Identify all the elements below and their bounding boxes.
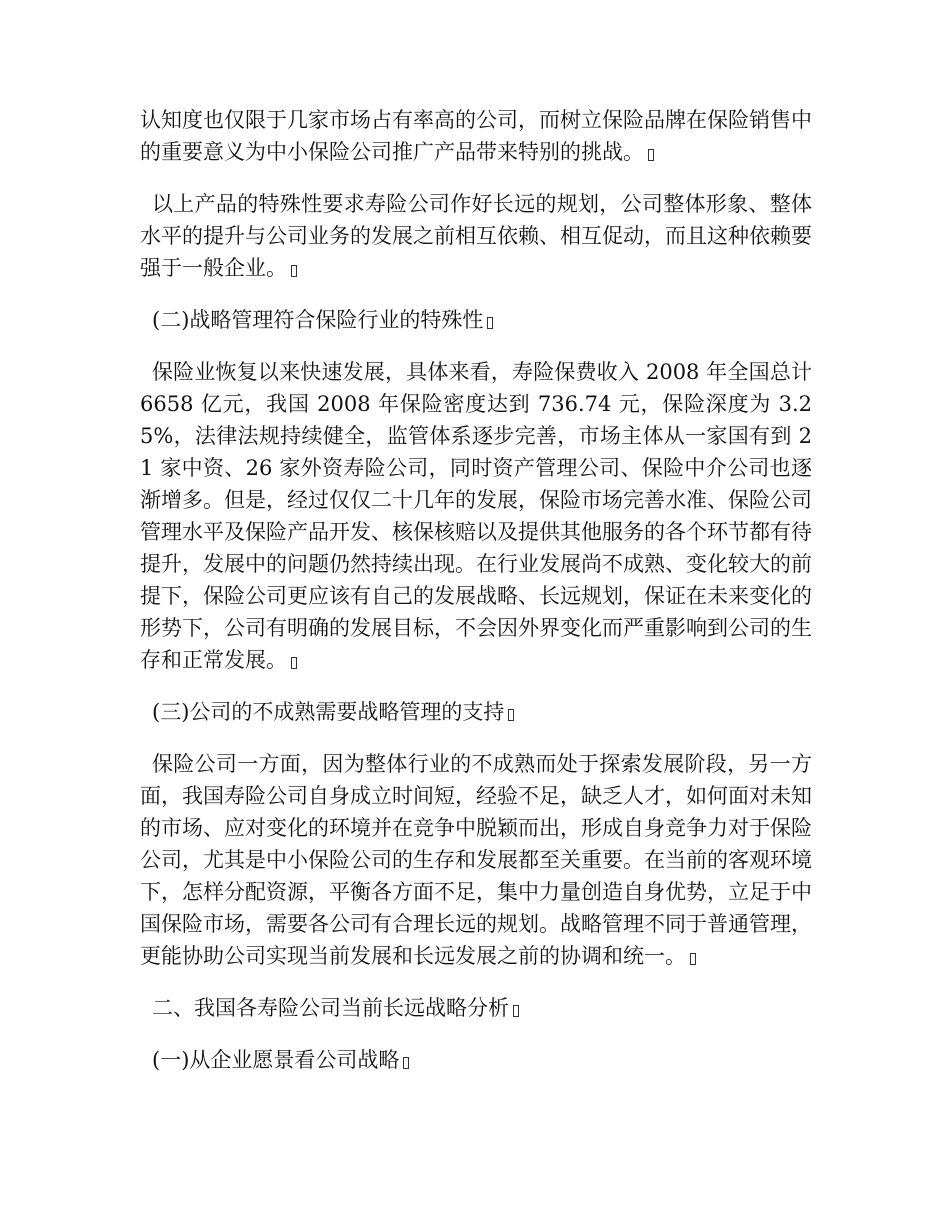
heading-text: (二)战略管理符合保险行业的特殊性	[152, 308, 484, 332]
paragraph-mark-icon	[487, 317, 493, 329]
heading-text: 二、我国各寿险公司当前长远战略分析	[152, 996, 509, 1020]
section-heading-3	[140, 696, 812, 728]
heading-text: (一)从企业愿景看公司战略	[152, 1048, 400, 1072]
paragraph-mark-icon	[508, 709, 514, 721]
paragraph-mark-icon	[513, 1005, 519, 1017]
paragraph-4	[140, 356, 812, 676]
paragraph-text: 保险业恢复以来快速发展，具体来看，寿险保费收入 2008 年全国总计 6658 亿元，我国 2008 年保险密度达到 736.74 元，保险深度为 3.25%，法律法规持续健全，监管体系逐步完善，市场主体从一家国有到 21 家中资、26 家外资寿险公司，同时资产管理公司、保险中介公司也逐渐增多。但是，经过仅仅二十几年的发展，保险市场完善水准、保险公司管理水平及保险产品开发、核保核赔以及提供其他服务的各个环节都有待提升，发展中的问题仍然持续出现。在行业发展尚不成熟、变化较大的前提下，保险公司更应该有自己的发展战略、长远规划，保证在未来变化的形势下，公司有明确的发展目标，不会因外界变化而严重影响到公司的生存和正常发展。	[140, 360, 812, 672]
paragraph-6	[140, 748, 812, 972]
document-page	[140, 104, 812, 1096]
paragraph-text: 保险公司一方面，因为整体行业的不成熟而处于探索发展阶段，另一方面，我国寿险公司自身成立时间短，经验不足，缺乏人才，如何面对未知的市场、应对变化的环境并在竞争中脱颖而出，形成自身竞争力对于保险公司，尤其是中小保险公司的生存和发展都至关重要。在当前的客观环境下，怎样分配资源，平衡各方面不足，集中力量创造自身优势，立足于中国保险市场，需要各公司有合理长远的规划。战略管理不同于普通管理，更能协助公司实现当前发展和长远发展之前的协调和统一。	[140, 752, 812, 968]
paragraph-mark-icon	[690, 953, 696, 965]
paragraph-text: 认知度也仅限于几家市场占有率高的公司，而树立保险品牌在保险销售中的重要意义为中小保险公司推广产品带来特别的挑战。	[140, 108, 812, 164]
paragraph-2	[140, 188, 812, 284]
paragraph-mark-icon	[403, 1057, 409, 1069]
paragraph-1	[140, 104, 812, 168]
paragraph-mark-icon	[291, 657, 297, 669]
paragraph-text: 以上产品的特殊性要求寿险公司作好长远的规划，公司整体形象、整体水平的提升与公司业务的发展之前相互依赖、相互促动，而且这种依赖要强于一般企业。	[140, 192, 812, 280]
chapter-heading-2	[140, 992, 812, 1024]
heading-text: (三)公司的不成熟需要战略管理的支持	[152, 700, 505, 724]
section-heading-2-1	[140, 1044, 812, 1076]
paragraph-mark-icon	[291, 265, 297, 277]
section-heading-2	[140, 304, 812, 336]
paragraph-mark-icon	[648, 149, 654, 161]
